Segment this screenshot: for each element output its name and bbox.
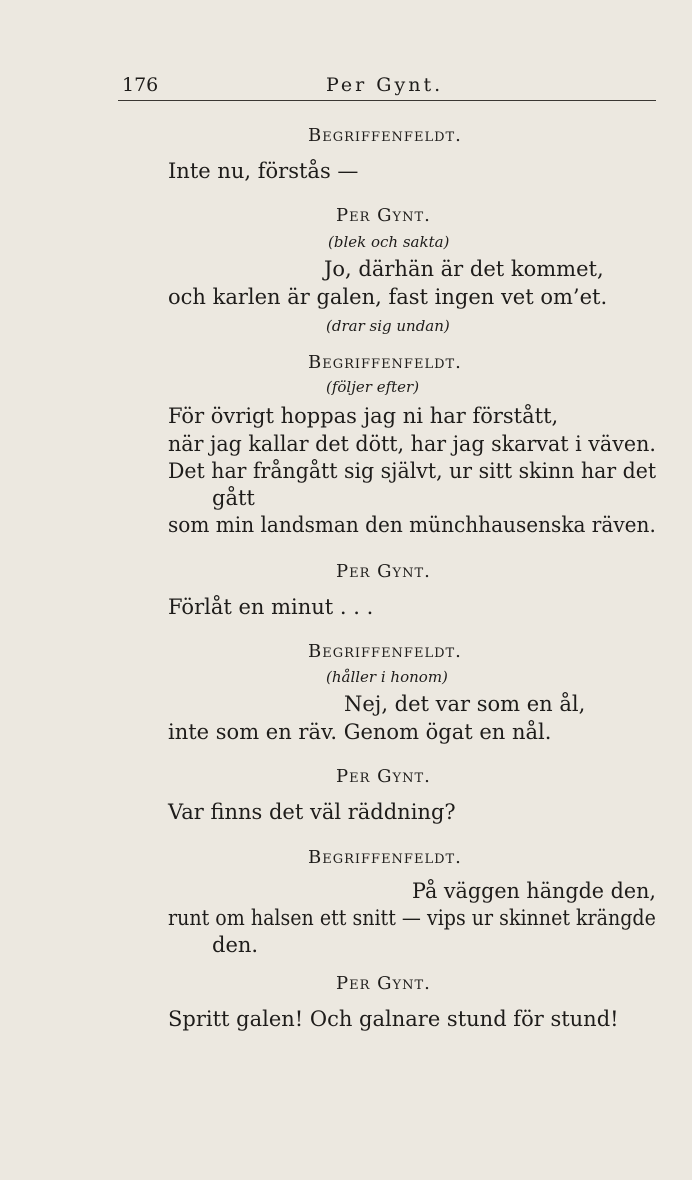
verse-line: runt om halsen ett snitt — vips ur skinnet krängde [168, 906, 656, 930]
verse-line: Det har frångått sig självt, ur sitt skinn har det [168, 459, 657, 483]
verse-line: För övrigt hoppas jag ni har förstått, [168, 404, 559, 428]
stage-direction: (följer efter) [326, 378, 420, 396]
verse-line: Jo, därhän är det kommet, [324, 257, 604, 281]
speaker-name: Begriffenfeldt. [308, 847, 462, 868]
verse-line: Var finns det väl räddning? [168, 800, 456, 824]
page-header [118, 74, 654, 100]
speaker-name: Per Gynt. [336, 766, 431, 787]
verse-line: På väggen hängde den, [412, 879, 656, 903]
verse-line: Inte nu, förstås — [168, 159, 359, 183]
stage-direction: (håller i honom) [326, 668, 448, 686]
verse-line: och karlen är galen, fast ingen vet om’et. [168, 285, 608, 309]
verse-line: den. [212, 933, 259, 957]
speaker-name: Begriffenfeldt. [308, 352, 462, 373]
verse-line: Förlåt en minut . . . [168, 595, 374, 619]
verse-line: gått [212, 486, 255, 510]
verse-line: Nej, det var som en ål, [344, 692, 586, 716]
stage-direction: (drar sig undan) [326, 317, 450, 335]
speaker-name: Per Gynt. [336, 973, 431, 994]
running-title: Per Gynt. [326, 74, 444, 96]
speaker-name: Per Gynt. [336, 561, 431, 582]
speaker-name: Begriffenfeldt. [308, 641, 462, 662]
verse-line: inte som en räv. Genom ögat en nål. [168, 720, 552, 744]
verse-line: som min landsman den münchhausenska räven. [168, 513, 656, 537]
stage-direction: (blek och sakta) [328, 233, 450, 251]
speaker-name: Begriffenfeldt. [308, 125, 462, 146]
header-rule [118, 100, 656, 101]
page-number: 176 [122, 74, 159, 96]
speaker-name: Per Gynt. [336, 205, 431, 226]
verse-line: Spritt galen! Och galnare stund för stund! [168, 1007, 619, 1031]
verse-line: när jag kallar det dött, har jag skarvat i väven. [168, 432, 656, 456]
